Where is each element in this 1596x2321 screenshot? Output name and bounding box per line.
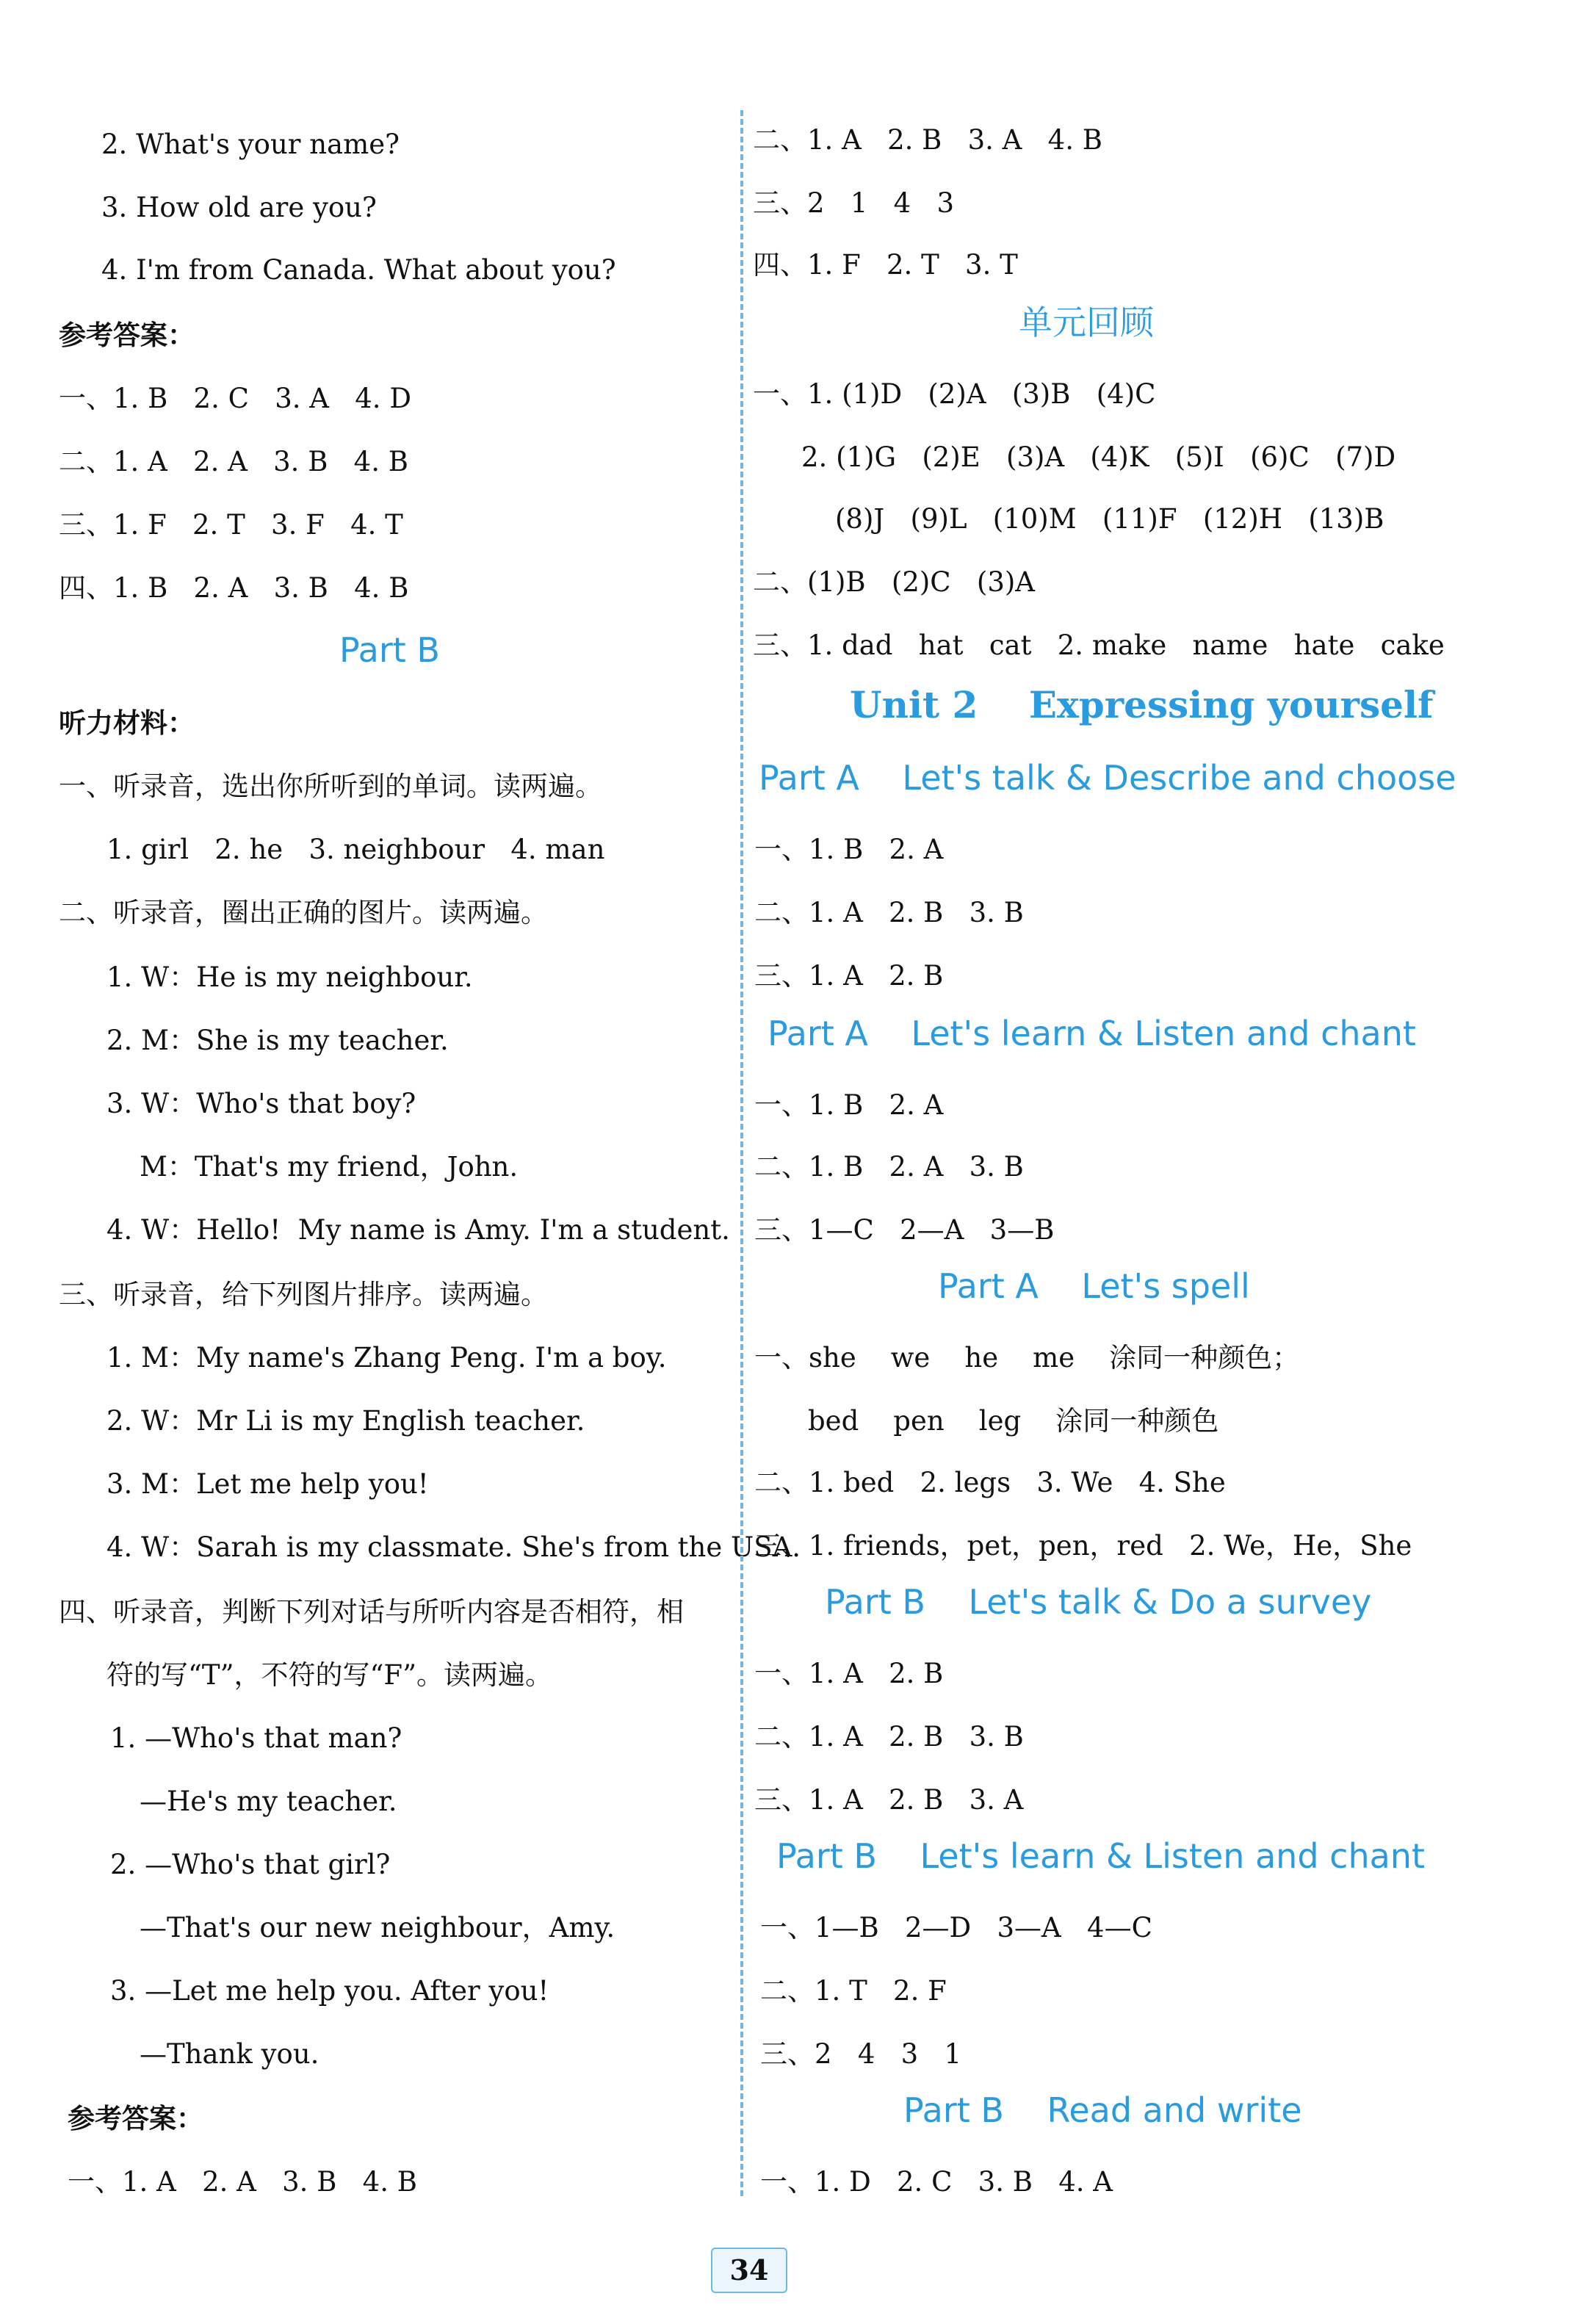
- answer-line: 2. (1)G (2)E (3)A (4)K (5)I (6)C (7)D: [801, 441, 1396, 473]
- text-line: 1. M：My name's Zhang Peng. I'm a boy.: [106, 1342, 667, 1374]
- text-line: 3. How old are you?: [101, 192, 377, 223]
- section-heading: Part A Let's talk & Describe and choose: [759, 758, 1456, 798]
- answer-line: 三、1. A 2. B 3. A: [754, 1784, 1024, 1816]
- answer-line: 一、1. A 2. B: [754, 1658, 944, 1689]
- answer-line: 一、1. B 2. A: [754, 834, 944, 865]
- text-line: 1. —Who's that man?: [110, 1722, 402, 1754]
- answer-line: 三、2 4 3 1: [760, 2038, 962, 2070]
- answer-line: 一、1. (1)D (2)A (3)B (4)C: [753, 378, 1156, 410]
- section-heading: Part B Let's talk & Do a survey: [825, 1582, 1372, 1622]
- text-line: 3. W：Who's that boy?: [106, 1088, 416, 1119]
- answer-line: 三、1. A 2. B: [754, 960, 944, 992]
- answer-line: 二、1. bed 2. legs 3. We 4. She: [754, 1467, 1226, 1498]
- section-heading: 单元回顾: [1019, 303, 1154, 342]
- text-line: 1. W：He is my neighbour.: [106, 961, 473, 993]
- section-heading: Part B: [339, 630, 440, 670]
- answer-line: 一、1—B 2—D 3—A 4—C: [760, 1912, 1152, 1943]
- answer-line: 三、2 1 4 3: [753, 187, 955, 219]
- text-line: M：That's my friend，John.: [140, 1151, 519, 1183]
- answer-line: 一、1. D 2. C 3. B 4. A: [760, 2166, 1113, 2198]
- answer-line: 四、1. F 2. T 3. T: [753, 249, 1018, 281]
- column-divider: [740, 110, 743, 2196]
- text-line: —He's my teacher.: [140, 1786, 397, 1817]
- answer-line: 一、she we he me 涂同一种颜色；: [754, 1342, 1300, 1374]
- section-heading: Part B Let's learn & Listen and chant: [776, 1836, 1425, 1876]
- answer-label: 参考答案：: [59, 319, 195, 351]
- page-number: 34: [711, 2248, 787, 2293]
- answer-line: (8)J (9)L (10)M (11)F (12)H (13)B: [835, 503, 1384, 535]
- answer-line: 二、1. A 2. B 3. B: [754, 897, 1024, 928]
- text-line: 3. —Let me help you. After you!: [110, 1975, 549, 2007]
- answer-line: 二、1. T 2. F: [760, 1975, 947, 2007]
- answer-line: 三、1. dad hat cat 2. make name hate cake: [753, 629, 1445, 661]
- answer-line: 一、1. A 2. A 3. B 4. B: [68, 2166, 417, 2198]
- text-line: 2. What's your name?: [101, 129, 400, 160]
- listening-label: 听力材料：: [59, 707, 195, 739]
- question-line: 一、听录音，选出你所听到的单词。读两遍。: [59, 770, 602, 802]
- section-heading: Part A Let's learn & Listen and chant: [768, 1014, 1416, 1053]
- text-line: 1. girl 2. he 3. neighbour 4. man: [106, 834, 605, 865]
- question-line: 四、听录音，判断下列对话与所听内容是否相符，相: [59, 1596, 684, 1628]
- answer-line: 二、(1)B (2)C (3)A: [753, 566, 1036, 598]
- text-line: —That's our new neighbour，Amy.: [140, 1912, 615, 1943]
- answer-line: 一、1. B 2. A: [754, 1089, 944, 1121]
- answer-line: bed pen leg 涂同一种颜色: [808, 1405, 1219, 1437]
- answer-line: 二、1. A 2. B 3. A 4. B: [753, 124, 1102, 156]
- question-line: 三、听录音，给下列图片排序。读两遍。: [59, 1279, 548, 1310]
- answer-line: 三、1. F 2. T 3. F 4. T: [59, 509, 403, 541]
- section-heading: Part A Let's spell: [938, 1266, 1250, 1306]
- text-line: 2. W：Mr Li is my English teacher.: [106, 1405, 585, 1437]
- text-line: —Thank you.: [140, 2038, 319, 2070]
- answer-line: 四、1. B 2. A 3. B 4. B: [59, 572, 409, 604]
- answer-line: 二、1. A 2. B 3. B: [754, 1721, 1024, 1753]
- question-line: 符的写“T”，不符的写“F”。读两遍。: [106, 1659, 553, 1691]
- unit-title: Unit 2 Expressing yourself: [850, 683, 1434, 726]
- question-line: 二、听录音，圈出正确的图片。读两遍。: [59, 897, 548, 928]
- answer-line: 一、1. B 2. C 3. A 4. D: [59, 383, 411, 414]
- section-heading: Part B Read and write: [903, 2090, 1302, 2130]
- text-line: 4. W：Sarah is my classmate. She's from the USA.: [106, 1531, 801, 1563]
- text-line: 4. W：Hello! My name is Amy. I'm a student.: [106, 1214, 730, 1246]
- answer-label: 参考答案：: [68, 2102, 203, 2134]
- text-line: 3. M：Let me help you!: [106, 1468, 429, 1500]
- text-line: 2. M：She is my teacher.: [106, 1025, 449, 1056]
- answer-line: 二、1. A 2. A 3. B 4. B: [59, 446, 408, 477]
- text-line: 4. I'm from Canada. What about you?: [101, 254, 616, 286]
- answer-line: 三、1—C 2—A 3—B: [754, 1214, 1055, 1246]
- text-line: 2. —Who's that girl?: [110, 1849, 391, 1880]
- answer-line: 二、1. B 2. A 3. B: [754, 1151, 1024, 1183]
- answer-line: 三、1. friends，pet，pen，red 2. We，He，She: [754, 1530, 1412, 1562]
